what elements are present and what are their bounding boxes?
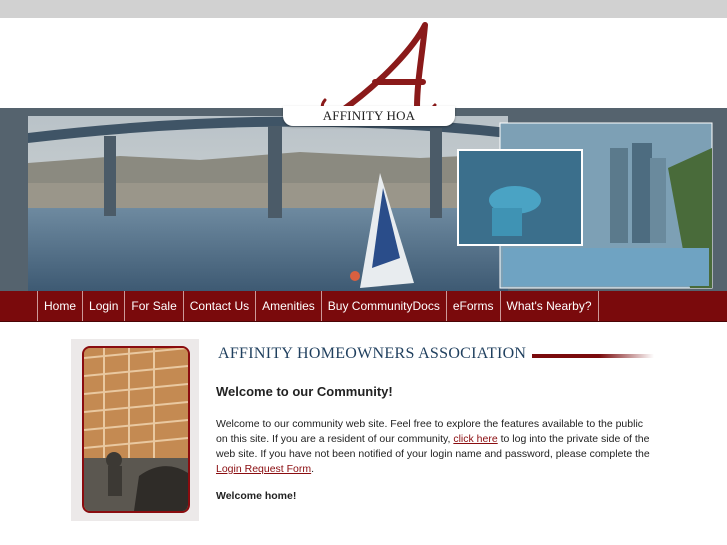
welcome-home-text: Welcome home!	[216, 490, 297, 502]
body-text-part2: to log into the private side of the web site. If you have not been notified of your login name and password, please complete the	[216, 433, 650, 460]
page	[0, 18, 727, 545]
heading-rule	[532, 354, 654, 358]
side-photo	[71, 339, 199, 521]
click-here-link[interactable]: click here	[453, 433, 498, 445]
nav-list	[37, 291, 599, 321]
body-text-part1: Welcome to our community web site. Feel free to explore the features available to the public on this site. If you are a resident of our community,	[216, 418, 644, 445]
nav-item-home[interactable]: Home	[38, 291, 83, 321]
page-heading: AFFINITY HOMEOWNERS ASSOCIATION	[218, 345, 527, 362]
login-request-form-link[interactable]: Login Request Form	[216, 463, 312, 475]
header-logo-area	[0, 18, 727, 108]
nav-item-login[interactable]: Login	[83, 291, 125, 321]
nav-item-amenities[interactable]: Amenities	[256, 291, 322, 321]
side-photo-frame	[82, 346, 190, 513]
welcome-title: Welcome to our Community!	[216, 384, 393, 399]
nav-item-whats-nearby[interactable]: What's Nearby?	[501, 291, 599, 321]
nav-item-eforms[interactable]: eForms	[447, 291, 501, 321]
logo-tab[interactable]	[283, 106, 455, 126]
logo-a-monogram-icon	[305, 20, 455, 120]
welcome-paragraph	[216, 417, 656, 477]
logo-text: AFFINITY HOA	[322, 108, 416, 123]
header-banner-image	[0, 108, 727, 291]
main-navigation	[0, 291, 727, 322]
nav-item-for-sale[interactable]: For Sale	[125, 291, 183, 321]
nav-item-buy-communitydocs[interactable]: Buy CommunityDocs	[322, 291, 447, 321]
body-text-part3: .	[311, 463, 315, 475]
nav-item-contact-us[interactable]: Contact Us	[184, 291, 256, 321]
